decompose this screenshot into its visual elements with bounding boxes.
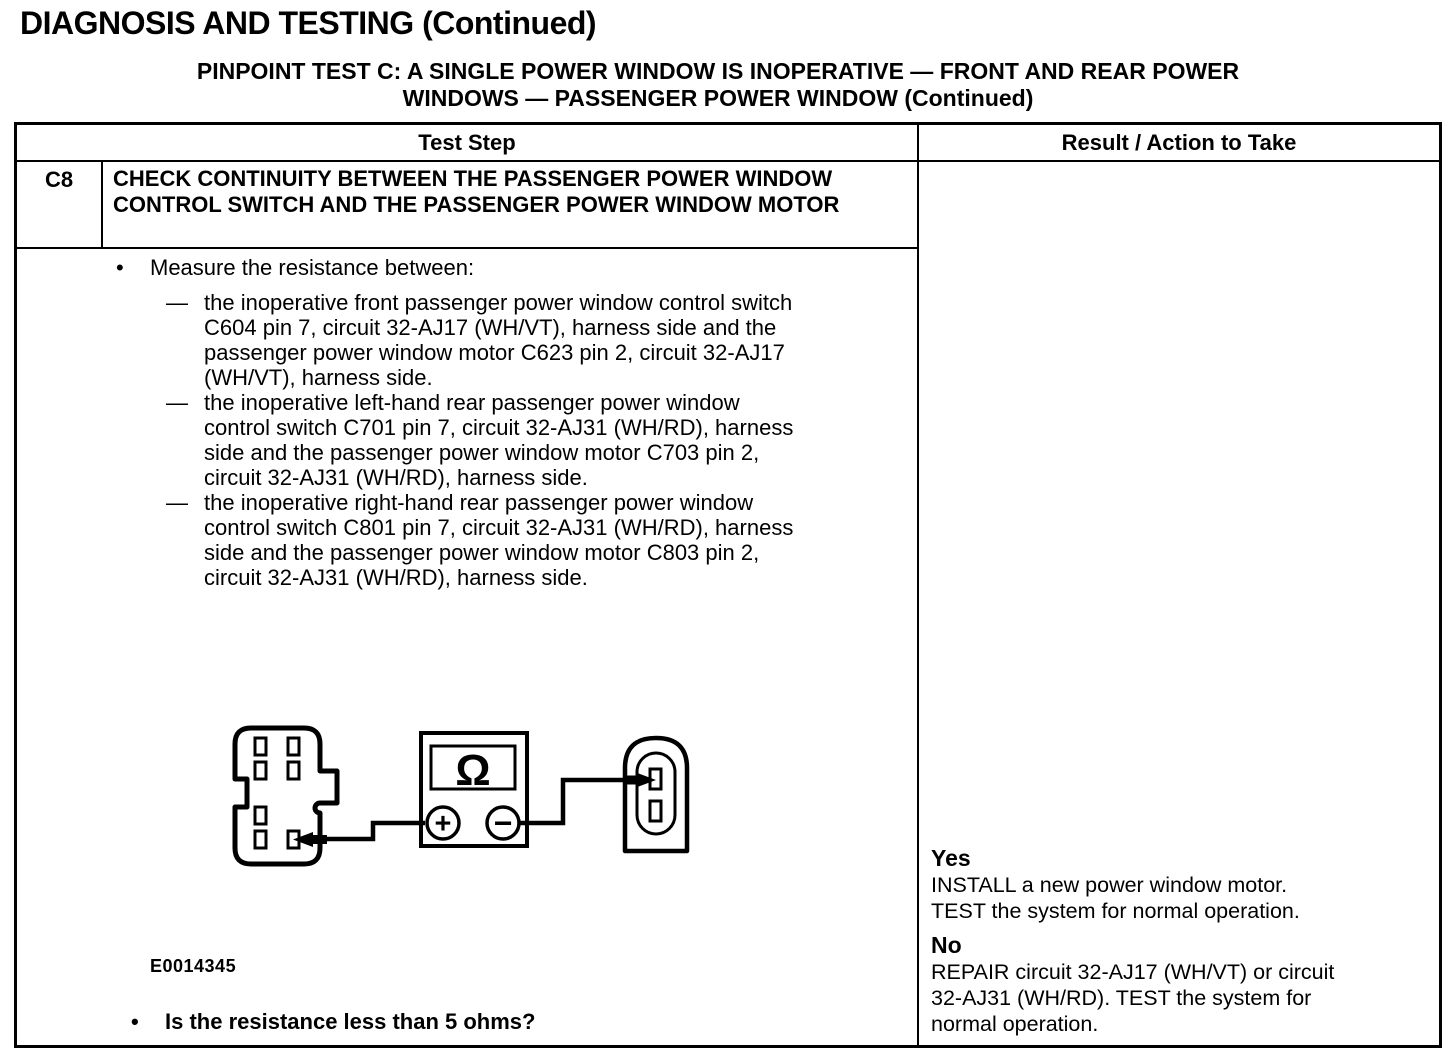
measurement-line: control switch C801 pin 7, circuit 32-AJ31 (WH/RD), harness	[204, 515, 794, 540]
measurement-line: (WH/VT), harness side.	[204, 365, 433, 390]
step-title: CHECK CONTINUITY BETWEEN THE PASSENGER POWER WINDOW CONTROL SWITCH AND THE PASSENGER POWER WINDOW MOTOR	[113, 166, 840, 217]
motor-connector-icon	[625, 738, 687, 851]
measurement-line: side and the passenger power window motor C803 pin 2,	[204, 540, 760, 565]
result-no-action-line: normal operation.	[931, 1012, 1099, 1036]
result-column	[919, 125, 1439, 1045]
switch-pin	[255, 831, 266, 848]
pinpoint-test-title-line1: PINPOINT TEST C: A SINGLE POWER WINDOW IS INOPERATIVE — FRONT AND REAR POWER	[196, 58, 1240, 84]
step-body-cell	[17, 249, 917, 1045]
switch-pin	[288, 762, 299, 779]
pinpoint-test-table	[14, 122, 1442, 1048]
switch-pin	[255, 807, 266, 824]
column-header-test-step: Test Step	[17, 125, 917, 162]
switch-pin	[255, 738, 266, 755]
continuity-test-diagram	[225, 706, 695, 886]
result-yes-label: Yes	[931, 845, 971, 871]
page-title: DIAGNOSIS AND TESTING (Continued)	[20, 5, 597, 41]
step-question: • Is the resistance less than 5 ohms?	[165, 1009, 535, 1035]
measurement-line: circuit 32-AJ31 (WH/RD), harness side.	[204, 465, 588, 490]
switch-pin	[288, 738, 299, 755]
figure-id: E0014345	[150, 956, 237, 976]
ohmmeter-icon	[421, 733, 527, 846]
plus-terminal-label: +	[434, 808, 452, 840]
motor-pin	[650, 801, 661, 821]
switch-pin	[255, 762, 266, 779]
measurement-line: control switch C701 pin 7, circuit 32-AJ31 (WH/RD), harness	[204, 415, 794, 440]
result-yes-action-line: INSTALL a new power window motor.	[931, 873, 1288, 897]
measurement-line: — the inoperative left-hand rear passenger power window	[204, 390, 740, 415]
column-header-result: Result / Action to Take	[919, 125, 1439, 162]
step-id: C8	[17, 162, 103, 247]
result-yes-action-line: TEST the system for normal operation.	[931, 899, 1300, 923]
instruction: • Measure the resistance between:	[150, 255, 474, 280]
measurement-list	[204, 290, 793, 590]
measurement-line: side and the passenger power window motor C703 pin 2,	[204, 440, 760, 465]
measurement-line: — the inoperative right-hand rear passenger power window	[204, 490, 754, 515]
pinpoint-test-title-line2: WINDOWS — PASSENGER POWER WINDOW (Continued)	[402, 85, 1034, 111]
result-cell	[919, 162, 1439, 1045]
ohm-symbol: Ω	[455, 746, 491, 795]
pinpoint-test-title	[0, 58, 1436, 112]
measurement-item	[204, 490, 793, 590]
result-no-action-line: REPAIR circuit 32-AJ17 (WH/VT) or circuit	[931, 960, 1335, 984]
test-step-column	[17, 125, 919, 1045]
step-title-cell	[103, 162, 917, 247]
measurement-line: — the inoperative front passenger power window control switch	[204, 290, 793, 315]
measurement-item	[204, 390, 793, 490]
minus-terminal-label: −	[493, 805, 513, 841]
result-no-action-line: 32-AJ31 (WH/RD). TEST the system for	[931, 986, 1312, 1010]
step-header-row	[17, 162, 917, 249]
result-no-label: No	[931, 932, 962, 958]
measurement-line: passenger power window motor C623 pin 2, circuit 32-AJ17	[204, 340, 785, 365]
measurement-item	[204, 290, 793, 390]
measurement-line: circuit 32-AJ31 (WH/RD), harness side.	[204, 565, 588, 590]
measurement-line: C604 pin 7, circuit 32-AJ17 (WH/VT), harness side and the	[204, 315, 777, 340]
